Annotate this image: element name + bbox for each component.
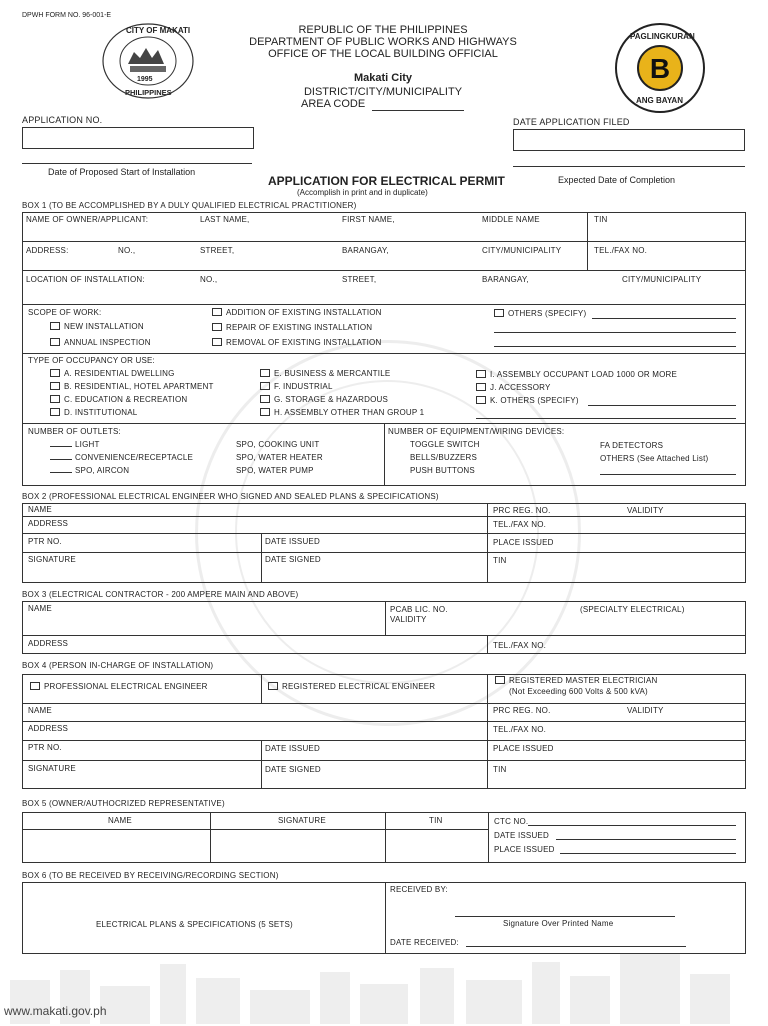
header-city: Makati City	[353, 72, 413, 84]
checkbox[interactable]	[212, 323, 222, 331]
box6-signature-line[interactable]	[455, 916, 675, 917]
box3-validity: VALIDITY	[390, 615, 427, 624]
date-filed-label: DATE APPLICATION FILED	[513, 117, 630, 127]
checkbox[interactable]	[260, 382, 270, 390]
header-district: DISTRICT/CITY/MUNICIPALITY	[303, 86, 463, 98]
box4-tin: TIN	[493, 765, 507, 774]
box6-received-by: RECEIVED BY:	[390, 885, 448, 894]
occupancy-a[interactable]: A. RESIDENTIAL DWELLING	[50, 369, 175, 378]
box1-heading: BOX 1 (TO BE ACCOMPLISHED BY A DULY QUALIFIED ELECTRICAL PRACTITIONER)	[22, 201, 357, 210]
box4-date-issued: DATE ISSUED	[265, 744, 320, 753]
seal-top-text: CITY OF MAKATI	[126, 26, 191, 35]
scope-repair[interactable]: REPAIR OF EXISTING INSTALLATION	[212, 323, 372, 332]
owner-label: NAME OF OWNER/APPLICANT:	[26, 215, 149, 224]
footer-url[interactable]: www.makati.gov.ph	[4, 1004, 107, 1018]
scope-label: SCOPE OF WORK:	[28, 308, 102, 317]
checkbox[interactable]	[212, 338, 222, 346]
outlet-spo-pump: SPO, WATER PUMP	[236, 466, 314, 475]
box2-validity: VALIDITY	[627, 506, 664, 515]
occupancy-e[interactable]: E. BUSINESS & MERCANTILE	[260, 369, 390, 378]
outlet-light[interactable]: LIGHT	[50, 440, 100, 449]
checkbox[interactable]	[50, 322, 60, 330]
box6-heading: BOX 6 (TO BE RECEIVED BY RECEIVING/RECORDING SECTION)	[22, 871, 279, 880]
box2-ptr: PTR NO.	[28, 537, 62, 546]
scope-removal[interactable]: REMOVAL OF EXISTING INSTALLATION	[212, 338, 381, 347]
first-name-label: FIRST NAME,	[342, 215, 395, 224]
outlet-spo-heater: SPO, WATER HEATER	[236, 453, 323, 462]
occupancy-others-line[interactable]	[588, 405, 736, 406]
svg-text:B: B	[649, 53, 671, 84]
box4-rme[interactable]: REGISTERED MASTER ELECTRICIAN	[495, 676, 658, 685]
checkbox[interactable]	[495, 676, 505, 684]
box5-ctc-line[interactable]	[528, 825, 736, 826]
checkbox[interactable]	[260, 395, 270, 403]
box2-prc: PRC REG. NO.	[493, 506, 551, 515]
box4-ree[interactable]: REGISTERED ELECTRICAL ENGINEER	[268, 682, 435, 691]
header-dpwh: DEPARTMENT OF PUBLIC WORKS AND HIGHWAYS	[249, 36, 517, 48]
box5-name: NAME	[108, 816, 132, 825]
date-filed-field[interactable]	[513, 129, 745, 151]
equipment-toggle: TOGGLE SWITCH	[410, 440, 480, 449]
scope-new[interactable]: NEW INSTALLATION	[50, 322, 144, 331]
header-office: OFFICE OF THE LOCAL BUILDING OFFICIAL	[268, 48, 498, 60]
outlet-convenience[interactable]: CONVENIENCE/RECEPTACLE	[50, 453, 193, 462]
box3-specialty: (SPECIALTY ELECTRICAL)	[580, 605, 685, 614]
box2-place-issued: PLACE ISSUED	[493, 538, 554, 547]
box4-heading: BOX 4 (PERSON IN-CHARGE OF INSTALLATION)	[22, 661, 214, 670]
box6-date-received: DATE RECEIVED:	[390, 938, 459, 947]
occupancy-k[interactable]: K. OTHERS (SPECIFY)	[476, 396, 579, 405]
address-street-label: STREET,	[200, 246, 235, 255]
last-name-label: LAST NAME,	[200, 215, 250, 224]
box3-pcab: PCAB LIC. NO.	[390, 605, 448, 614]
occupancy-d[interactable]: D. INSTITUTIONAL	[50, 408, 137, 417]
location-no-label: NO.,	[200, 275, 218, 284]
box2-address: ADDRESS	[28, 519, 69, 528]
box6-plans: ELECTRICAL PLANS & SPECIFICATIONS (5 SETS)	[96, 920, 293, 929]
box4-place-issued: PLACE ISSUED	[493, 744, 554, 753]
seal-year: 1995	[137, 76, 153, 83]
checkbox[interactable]	[494, 309, 504, 317]
start-date-line[interactable]	[22, 163, 252, 164]
checkbox[interactable]	[50, 338, 60, 346]
outlets-label: NUMBER OF OUTLETS:	[28, 427, 121, 436]
scope-annual[interactable]: ANNUAL INSPECTION	[50, 338, 151, 347]
tin-label: TIN	[594, 215, 608, 224]
box2-date-signed: DATE SIGNED	[265, 555, 321, 564]
box4-prc: PRC REG. NO.	[493, 706, 551, 715]
box5-heading: BOX 5 (OWNER/AUTHOCRIZED REPRESENTATIVE)	[22, 799, 225, 808]
occupancy-i[interactable]: I. ASSEMBLY OCCUPANT LOAD 1000 OR MORE	[476, 370, 677, 379]
form-subtitle: (Accomplish in print and in duplicate)	[297, 188, 428, 197]
completion-date-label: Expected Date of Completion	[558, 175, 676, 185]
box3-name: NAME	[28, 604, 52, 613]
checkbox[interactable]	[476, 383, 486, 391]
address-tel-label: TEL./FAX NO.	[594, 246, 648, 255]
box3-tel: TEL./FAX NO.	[493, 641, 547, 650]
checkbox[interactable]	[30, 682, 40, 690]
equipment-push: PUSH BUTTONS	[410, 466, 475, 475]
address-label: ADDRESS:	[26, 246, 69, 255]
box6-sig-name: Signature Over Printed Name	[503, 919, 614, 928]
box6-date-line[interactable]	[466, 946, 686, 947]
address-barangay-label: BARANGAY,	[342, 246, 389, 255]
location-street-label: STREET,	[342, 275, 377, 284]
box4-ptr: PTR NO.	[28, 743, 62, 752]
occupancy-j[interactable]: J. ACCESSORY	[476, 383, 551, 392]
equipment-fa: FA DETECTORS	[600, 441, 664, 450]
box5-place-line[interactable]	[560, 853, 736, 854]
box5-date-line[interactable]	[556, 839, 736, 840]
address-no-label: NO.,	[118, 246, 136, 255]
checkbox[interactable]	[260, 369, 270, 377]
box6	[22, 882, 746, 954]
skyline-graphic	[0, 950, 768, 1024]
box3-heading: BOX 3 (ELECTRICAL CONTRACTOR - 200 AMPERE MAIN AND ABOVE)	[22, 590, 299, 599]
application-no-field[interactable]	[22, 127, 254, 149]
form-number: DPWH FORM NO. 96-001-E	[22, 12, 112, 19]
box2	[22, 503, 746, 583]
box5-signature: SIGNATURE	[278, 816, 326, 825]
checkbox[interactable]	[268, 682, 278, 690]
scope-addition[interactable]: ADDITION OF EXISTING INSTALLATION	[212, 308, 382, 317]
occupancy-h[interactable]: H. ASSEMBLY OTHER THAN GROUP 1	[260, 408, 424, 417]
address-city-label: CITY/MUNICIPALITY	[482, 246, 562, 255]
scope-others-line[interactable]	[592, 318, 736, 319]
box2-heading: BOX 2 (PROFESSIONAL ELECTRICAL ENGINEER WHO SIGNED AND SEALED PLANS & SPECIFICATIONS)	[22, 492, 439, 501]
box3-address: ADDRESS	[28, 639, 69, 648]
header-republic: REPUBLIC OF THE PHILIPPINES	[298, 24, 468, 36]
box4-tel: TEL./FAX NO.	[493, 725, 547, 734]
logo-top-text: PAGLINGKURAN	[630, 32, 695, 41]
checkbox[interactable]	[212, 308, 222, 316]
location-label: LOCATION OF INSTALLATION:	[26, 275, 145, 284]
checkbox[interactable]	[476, 370, 486, 378]
box5-date-issued: DATE ISSUED	[494, 831, 549, 840]
makati-city-seal	[100, 22, 196, 100]
occupancy-label: TYPE OF OCCUPANCY OR USE:	[28, 356, 155, 365]
box2-signature: SIGNATURE	[28, 555, 76, 564]
checkbox[interactable]	[260, 408, 270, 416]
seal-bottom-text: PHILIPPINES	[125, 88, 172, 97]
location-city-label: CITY/MUNICIPALITY	[622, 275, 702, 284]
box4-date-signed: DATE SIGNED	[265, 765, 321, 774]
box5-tin: TIN	[429, 816, 443, 825]
equipment-others: OTHERS (See Attached List)	[600, 454, 709, 463]
location-barangay-label: BARANGAY,	[482, 275, 529, 284]
checkbox[interactable]	[50, 408, 60, 416]
occupancy-f[interactable]: F. INDUSTRIAL	[260, 382, 333, 391]
logo-bottom-text: ANG BAYAN	[636, 96, 683, 105]
paglingkuran-logo	[614, 22, 706, 114]
middle-name-label: MIDDLE NAME	[482, 215, 540, 224]
box2-date-issued: DATE ISSUED	[265, 537, 320, 546]
equipment-label: NUMBER OF EQUIPMENT/WIRING DEVICES:	[388, 427, 565, 436]
box5-place-issued: PLACE ISSUED	[494, 845, 555, 854]
checkbox[interactable]	[50, 382, 60, 390]
form-title: APPLICATION FOR ELECTRICAL PERMIT	[268, 174, 505, 188]
header-area-code: AREA CODE	[301, 98, 366, 110]
occupancy-b[interactable]: B. RESIDENTIAL, HOTEL APARTMENT	[50, 382, 214, 391]
box2-tel: TEL./FAX NO.	[493, 520, 547, 529]
checkbox[interactable]	[476, 396, 486, 404]
outlet-spo-cooking: SPO, COOKING UNIT	[236, 440, 320, 449]
box2-tin: TIN	[493, 556, 507, 565]
start-date-label: Date of Proposed Start of Installation	[48, 167, 196, 177]
box4-validity: VALIDITY	[627, 706, 664, 715]
box4-rme-note: (Not Exceeding 600 Volts & 500 kVA)	[509, 687, 648, 696]
outlet-spo-aircon[interactable]: SPO, AIRCON	[50, 466, 129, 475]
box2-name: NAME	[28, 505, 52, 514]
application-no-label: APPLICATION NO.	[22, 115, 103, 125]
box4-signature: SIGNATURE	[28, 764, 76, 773]
box5-ctc: CTC NO.	[494, 817, 529, 826]
scope-others[interactable]: OTHERS (SPECIFY)	[494, 309, 586, 318]
box4-pee[interactable]: PROFESSIONAL ELECTRICAL ENGINEER	[30, 682, 208, 691]
checkbox[interactable]	[50, 369, 60, 377]
occupancy-c[interactable]: C. EDUCATION & RECREATION	[50, 395, 187, 404]
box4-name: NAME	[28, 706, 52, 715]
equipment-bells: BELLS/BUZZERS	[410, 453, 478, 462]
completion-date-line[interactable]	[513, 166, 745, 167]
box4-address: ADDRESS	[28, 724, 69, 733]
checkbox[interactable]	[50, 395, 60, 403]
occupancy-g[interactable]: G. STORAGE & HAZARDOUS	[260, 395, 388, 404]
